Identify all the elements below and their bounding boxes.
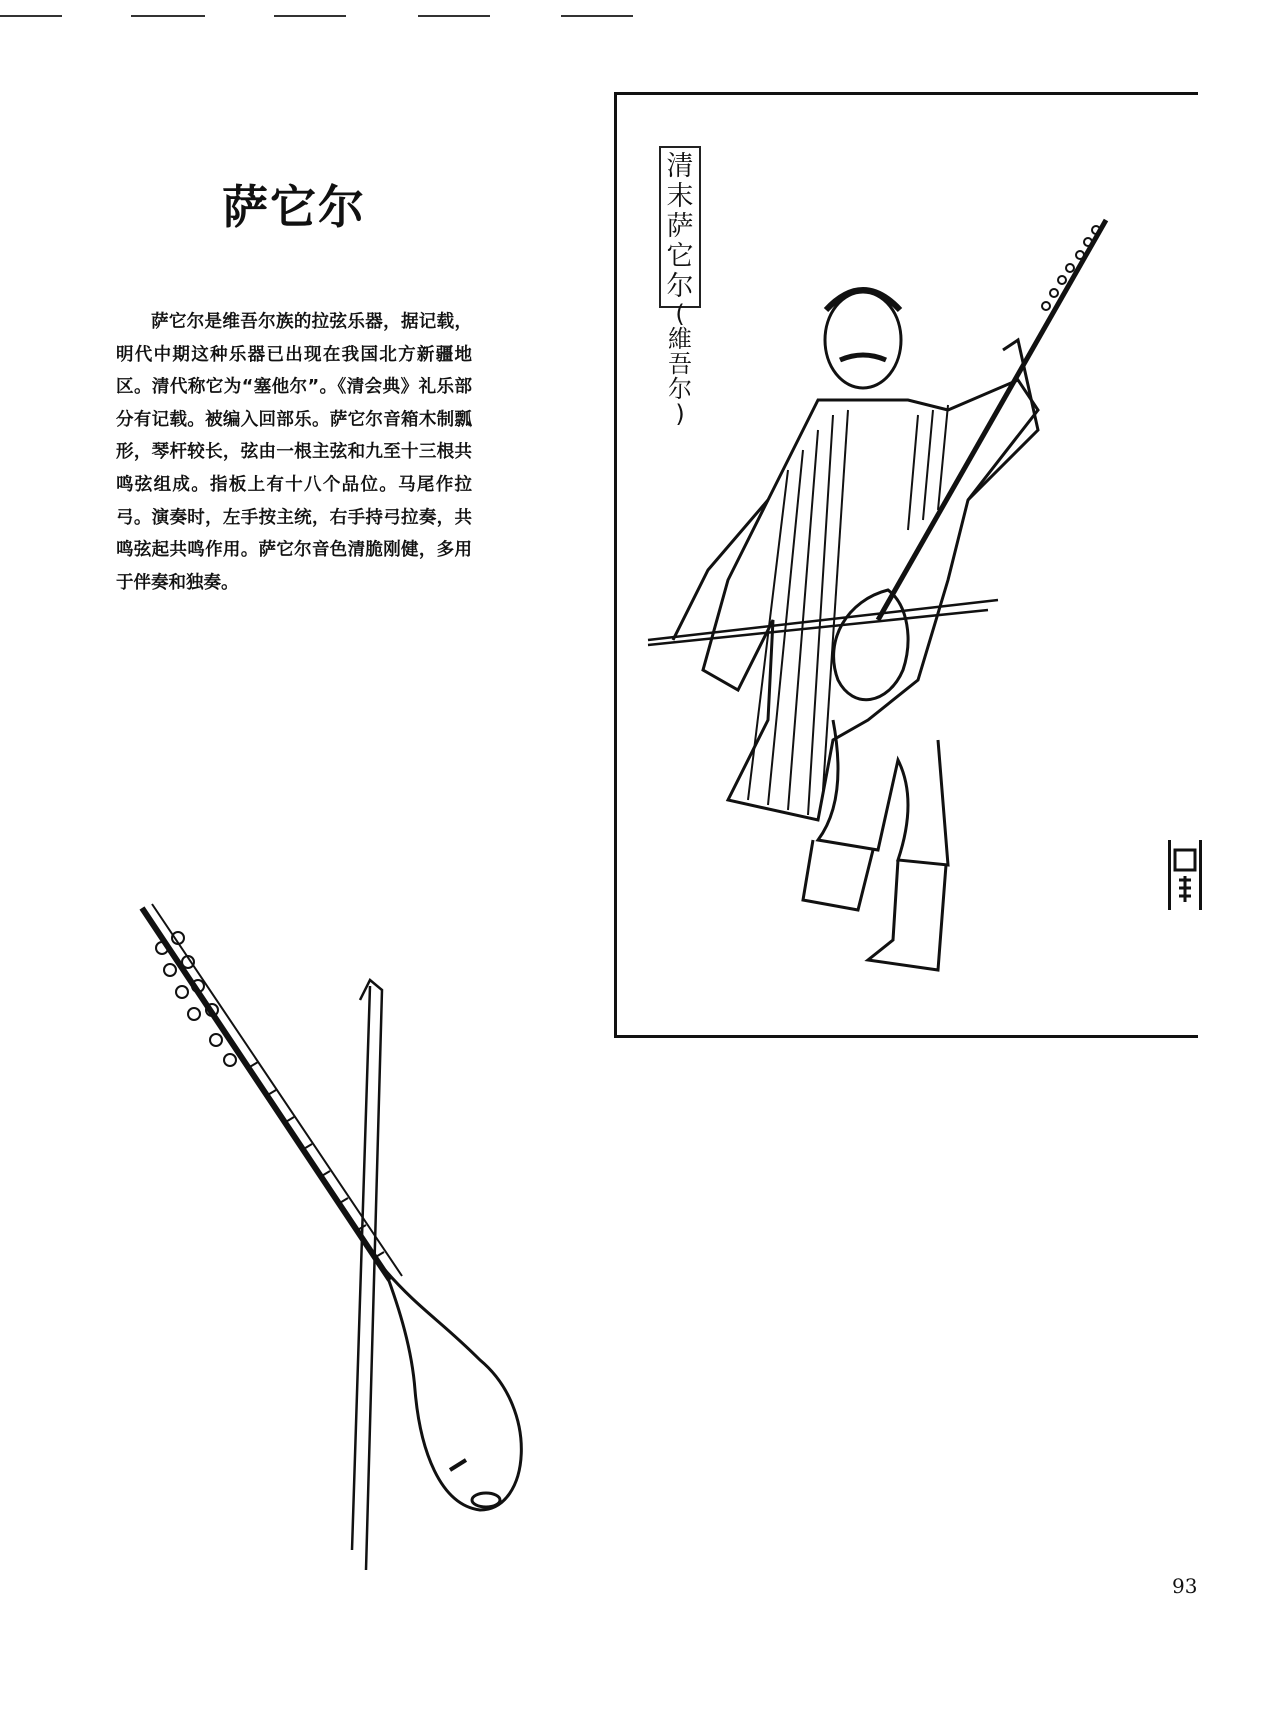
boot-right xyxy=(868,860,946,970)
artist-seal xyxy=(1168,840,1202,910)
right-arm xyxy=(968,340,1038,500)
seal-mark xyxy=(1171,840,1199,910)
satar-instrument-illustration xyxy=(120,890,600,1590)
boot-left xyxy=(803,840,873,910)
caption-char: 末 xyxy=(666,181,694,212)
page-number: 93 xyxy=(1172,1574,1198,1598)
subcaption-char: ) xyxy=(675,400,685,428)
satar-body xyxy=(834,590,908,700)
top-rule xyxy=(0,15,62,17)
satar-pegs xyxy=(1042,226,1100,310)
instrument-body xyxy=(385,1270,521,1510)
top-rule xyxy=(561,15,633,17)
head xyxy=(825,292,901,388)
subcaption-char: 維 xyxy=(668,325,692,353)
page-title: 萨它尔 xyxy=(222,179,366,234)
bow xyxy=(648,600,998,645)
mustache xyxy=(840,355,886,360)
top-rule xyxy=(274,15,346,17)
top-rule xyxy=(418,15,490,17)
subcaption-char: 吾 xyxy=(668,350,692,378)
subcaption-char: ( xyxy=(675,300,685,328)
top-rule xyxy=(131,15,205,17)
instrument-bow xyxy=(352,980,382,1570)
caption-char: 萨 xyxy=(666,211,694,242)
instrument-bridge xyxy=(450,1460,466,1470)
caption-char: 尔 xyxy=(666,271,694,302)
instrument-tailpiece xyxy=(472,1493,500,1507)
caption-char: 它 xyxy=(666,241,694,272)
trousers xyxy=(818,720,948,865)
subcaption-char: 尔 xyxy=(668,375,692,403)
instrument-neck xyxy=(142,908,390,1280)
instrument-neck-edge xyxy=(152,904,402,1276)
musician-illustration xyxy=(618,200,1118,1000)
caption-char: 清 xyxy=(666,151,694,182)
body-paragraph: 萨它尔是维吾尔族的拉弦乐器，据记载，明代中期这种乐器已出现在我国北方新疆地区。清代称它为“塞他尔”。《清会典》礼乐部分有记载。被编入回部乐。萨它尔音箱木制瓢形，琴杆较长，弦由一根主弦和九至十三根共鸣弦组成。指板上有十八个品位。马尾作拉弓。演奏时，左手按主统，右手持弓拉奏，共鸣弦起共鸣作用。萨它尔音色清脆刚健，多用于伴奏和独奏。 xyxy=(116,312,472,593)
satar-neck xyxy=(878,220,1106,620)
left-arm xyxy=(673,500,768,640)
